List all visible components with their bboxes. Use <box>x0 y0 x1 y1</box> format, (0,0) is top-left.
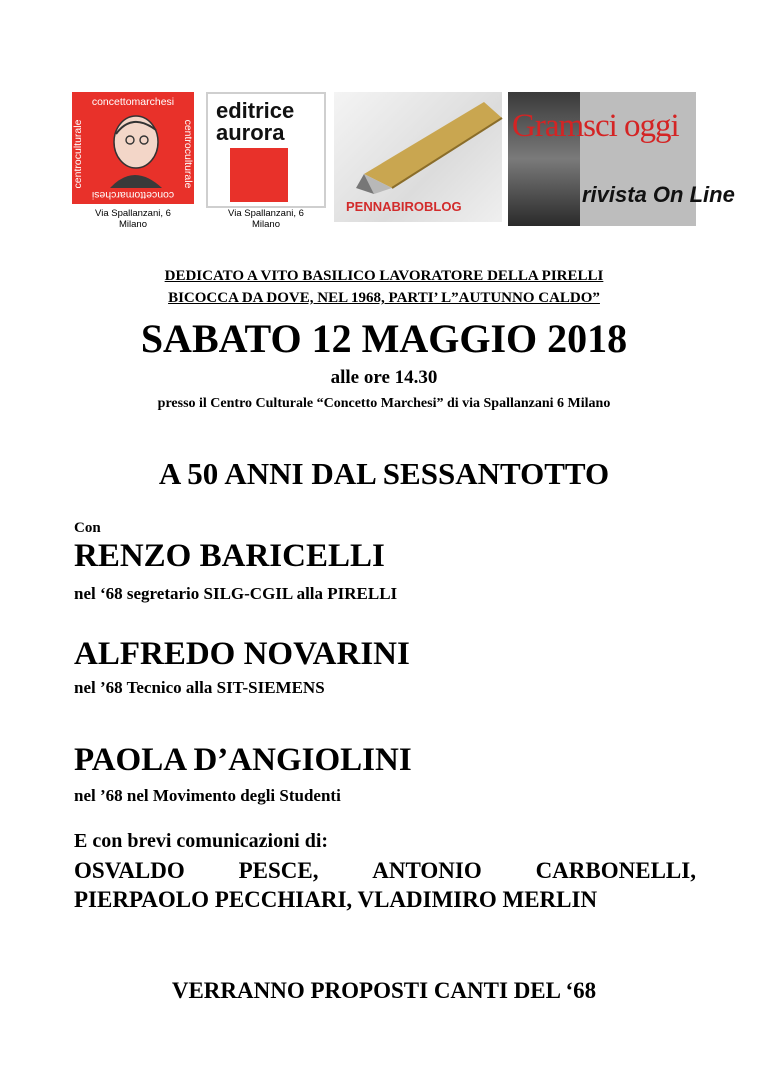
speaker-name-1: RENZO BARICELLI <box>74 538 385 574</box>
logo-bottom-text: concettomarchesi <box>91 189 175 201</box>
with-label: Con <box>74 520 101 536</box>
comm-word-2: PESCE, <box>238 858 319 883</box>
concetto-marchesi-logo <box>72 92 194 230</box>
pennabiro-blog-logo <box>334 92 502 222</box>
speaker-name-2: ALFREDO NOVARINI <box>74 636 410 672</box>
pennabiro-label: PENNABIROBLOG <box>346 199 462 214</box>
speaker-role-3: nel ’68 nel Movimento degli Studenti <box>74 786 341 805</box>
dedication-line-2: BICOCCA DA DOVE, NEL 1968, PARTI’ L”AUTUNNO CALDO” <box>168 290 600 306</box>
aurora-address-city: Milano <box>252 219 280 230</box>
speaker-name-3: PAOLA D’ANGIOLINI <box>74 742 412 778</box>
aurora-address-street: Via Spallanzani, 6 <box>228 208 304 219</box>
logo-strip <box>72 92 735 232</box>
event-venue: presso il Centro Culturale “Concetto Marchesi” di via Spallanzani 6 Milano <box>157 396 611 411</box>
event-time: alle ore 14.30 <box>330 367 438 388</box>
speaker-role-2: nel ’68 Tecnico alla SIT-SIEMENS <box>74 678 325 697</box>
event-date: SABATO 12 MAGGIO 2018 <box>140 316 628 361</box>
headline: A 50 ANNI DAL SESSANTOTTO <box>158 456 610 491</box>
logo-address-city: Milano <box>119 219 147 230</box>
comm-word-4: CARBONELLI, <box>535 858 696 883</box>
communications-label: E con brevi comunicazioni di: <box>74 830 329 852</box>
logo-top-text: concettomarchesi <box>91 96 175 108</box>
aurora-red-square <box>230 148 288 202</box>
gramsci-title: Gramsci oggi <box>512 108 679 144</box>
logo-address-street: Via Spallanzani, 6 <box>95 208 171 219</box>
gramsci-subtitle: rivista On Line <box>582 182 735 207</box>
comm-word-3: ANTONIO <box>372 858 482 883</box>
aurora-line1: editrice <box>216 98 295 123</box>
aurora-line2: aurora <box>216 120 285 145</box>
portrait-icon <box>72 92 194 204</box>
logo-right-text: centroculturale <box>182 119 194 189</box>
speaker-role-1: nel ‘68 segretario SILG-CGIL alla PIRELLI <box>74 584 398 603</box>
gramsci-oggi-logo <box>508 92 735 226</box>
communications-line-1 <box>74 858 696 884</box>
dedication-line-1: DEDICATO A VITO BASILICO LAVORATORE DELLA PIRELLI <box>164 268 604 284</box>
logo-left-text: centroculturale <box>72 119 84 189</box>
editrice-aurora-logo <box>206 92 326 230</box>
communications-line-2: PIERPAOLO PECCHIARI, VLADIMIRO MERLIN <box>74 887 598 912</box>
closing-line: VERRANNO PROPOSTI CANTI DEL ‘68 <box>171 978 597 1003</box>
comm-word-1: OSVALDO <box>74 858 185 883</box>
